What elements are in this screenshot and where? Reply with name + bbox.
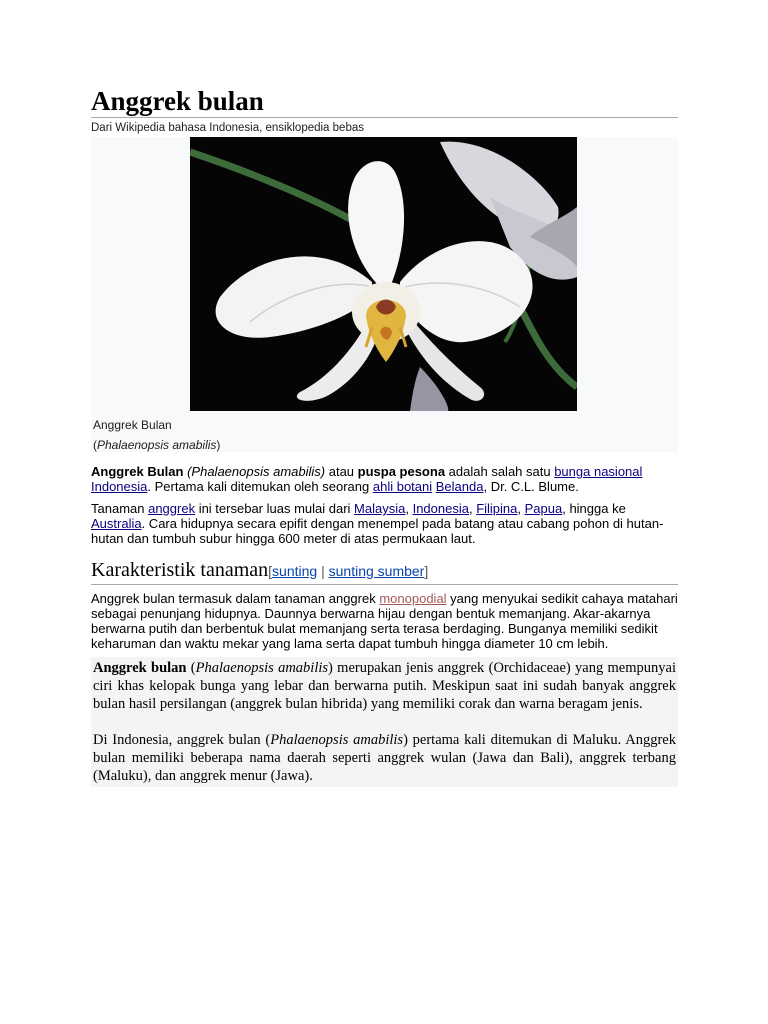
- section-paragraph: [91, 591, 678, 651]
- intro-paragraph-2: [91, 501, 678, 546]
- caption-paren-close: ): [216, 438, 221, 452]
- link-australia[interactable]: Australia: [91, 516, 142, 531]
- edit-source-link[interactable]: sunting sumber: [328, 563, 425, 579]
- link-indonesia[interactable]: Indonesia: [91, 479, 148, 494]
- text: ,: [405, 501, 413, 516]
- text: ini tersebar luas mulai dari: [195, 501, 355, 516]
- description-block: [91, 657, 678, 787]
- section-heading-text: Karakteristik tanaman: [91, 559, 269, 581]
- edit-bracket-close: ]: [424, 563, 429, 579]
- latin-name: Phalaenopsis amabilis: [195, 660, 329, 676]
- text: ,: [517, 501, 525, 516]
- description-paragraph-2: [93, 731, 676, 785]
- bold-name: Anggrek bulan: [93, 660, 187, 676]
- edit-link[interactable]: sunting: [272, 563, 318, 579]
- link-bunga-nasional[interactable]: bunga nasional: [554, 464, 643, 479]
- text: Anggrek bulan termasuk dalam tanaman anggrek: [91, 591, 380, 606]
- link-malaysia[interactable]: Malaysia: [354, 501, 406, 516]
- edit-separator: |: [317, 563, 329, 579]
- latin-name: (Phalaenopsis amabilis): [187, 464, 326, 479]
- text: , Dr. C.L. Blume.: [483, 479, 579, 494]
- edit-section-links: [268, 563, 428, 579]
- text: ) merupakan jenis anggrek (Orchidaceae) yang mempunyai ciri khas kelopak bunga yang lebar dan berwarna putih. Meskipun saat ini sudah banyak anggrek bulan hasil persilangan (anggrek bulan hibrida) yang memiliki corak dan warna beragam jenis.: [93, 660, 676, 712]
- page-title: Anggrek bulan: [91, 86, 678, 118]
- edit-bracket-open: [: [268, 563, 273, 579]
- text: atau: [325, 464, 358, 479]
- caption-latin-name: Phalaenopsis amabilis: [97, 438, 217, 452]
- text: ) pertama kali ditemukan di Maluku. Anggrek bulan memiliki beberapa nama daerah seperti anggrek wulan (Jawa dan Bali), anggrek terbang (Maluku), dan anggrek menur (Jawa).: [93, 732, 676, 784]
- link-indonesia[interactable]: Indonesia: [412, 501, 469, 516]
- text: . Cara hidupnya secara epifit dengan menempel pada batang atau cabang pohon di hutan-hutan dan tumbuh subur hingga 600 meter di atas permukaan laut.: [91, 516, 664, 546]
- text: adalah salah satu: [445, 464, 555, 479]
- intro-paragraph-1: [91, 464, 678, 494]
- text: ,: [468, 501, 477, 516]
- link-monopodial[interactable]: monopodial: [379, 591, 447, 606]
- text: Tanaman: [91, 501, 149, 516]
- text: . Pertama kali ditemukan oleh seorang: [147, 479, 373, 494]
- link-ahli-botani[interactable]: ahli botani: [372, 479, 433, 494]
- text: yang menyukai sedikit cahaya matahari sebagai penunjang hidupnya. Daunnya berwarna hijau dengan bentuk memanjang. Akar-akarnya berwarna putih dan berbentuk bulat memanjang serta terasa berdaging. Bunganya memiliki sedikit keharuman dan waktu mekar yang lama serta dapat tumbuh hingga diameter 10 cm lebih.: [91, 591, 678, 651]
- link-filipina[interactable]: Filipina: [476, 501, 518, 516]
- image-caption-name: Anggrek Bulan: [93, 418, 172, 432]
- link-papua[interactable]: Papua: [524, 501, 563, 516]
- text: Di Indonesia, anggrek bulan (: [93, 732, 271, 748]
- image-caption-latin: [93, 438, 220, 452]
- infobox: [91, 137, 678, 452]
- orchid-photo[interactable]: [190, 137, 577, 411]
- description-paragraph-1: [93, 659, 676, 713]
- link-belanda[interactable]: Belanda: [435, 479, 484, 494]
- caption-paren-open: (: [93, 438, 97, 452]
- bold-name: Anggrek Bulan: [91, 464, 184, 479]
- article: [91, 86, 678, 787]
- text: , hingga ke: [562, 501, 626, 516]
- link-anggrek[interactable]: anggrek: [148, 501, 196, 516]
- bold-alt-name: puspa pesona: [357, 464, 446, 479]
- latin-name: Phalaenopsis amabilis: [270, 732, 404, 748]
- site-tagline: Dari Wikipedia bahasa Indonesia, ensiklopedia bebas: [91, 122, 364, 134]
- section-heading: [91, 557, 678, 585]
- text: (: [186, 660, 196, 676]
